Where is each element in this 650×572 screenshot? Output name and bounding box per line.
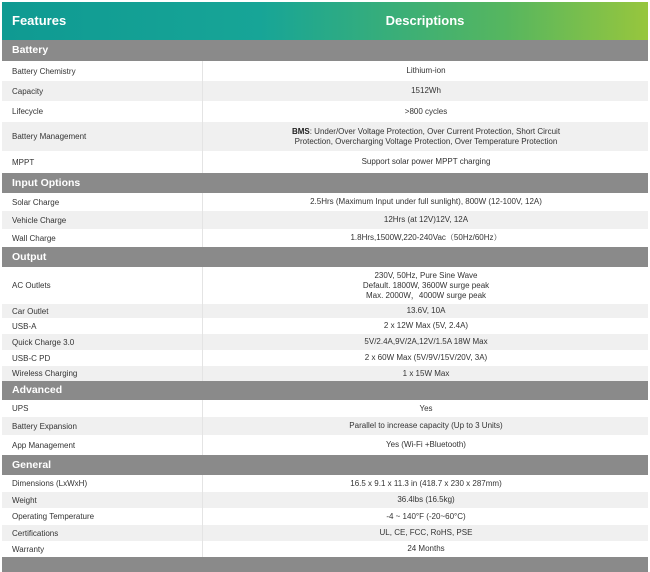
table-row bbox=[2, 122, 648, 151]
value-line: Support solar power MPPT charging bbox=[361, 157, 491, 166]
feature-label: UPS bbox=[12, 404, 29, 413]
feature-value bbox=[202, 211, 649, 229]
feature-value bbox=[202, 304, 649, 318]
value-line: 1.8Hrs,1500W,220-240Vac（50Hz/60Hz） bbox=[350, 233, 502, 242]
value-line: Max. 2000W，4000W surge peak bbox=[365, 290, 487, 300]
feature-label: Quick Charge 3.0 bbox=[12, 337, 75, 347]
feature-label: Capacity bbox=[12, 86, 44, 96]
table-row bbox=[2, 211, 648, 229]
table-row bbox=[2, 366, 648, 381]
feature-value bbox=[202, 101, 649, 122]
feature-label: Battery Expansion bbox=[12, 421, 77, 431]
feature-label: MPPT bbox=[12, 157, 35, 167]
value-line: Yes bbox=[419, 403, 433, 413]
feature-value bbox=[202, 350, 649, 366]
feature-label: Solar Charge bbox=[12, 197, 60, 207]
feature-value bbox=[202, 229, 649, 247]
feature-label: Warranty bbox=[12, 544, 45, 554]
value-line: Lithium-ion bbox=[406, 66, 446, 75]
value-line: Protection, Overcharging Voltage Protection, Over Temperature Protection bbox=[294, 136, 558, 146]
value-line: 2 x 60W Max (5V/9V/15V/20V, 3A) bbox=[364, 353, 488, 362]
feature-value bbox=[202, 122, 649, 151]
feature-value bbox=[202, 81, 649, 101]
header-descriptions: Descriptions bbox=[385, 13, 465, 28]
feature-label: Weight bbox=[12, 495, 37, 505]
table-row bbox=[2, 101, 648, 122]
value-line: 1 x 15W Max bbox=[402, 368, 450, 378]
value-line: Default. 1800W, 3600W surge peak bbox=[362, 280, 490, 290]
table-row bbox=[2, 334, 648, 350]
table-row bbox=[2, 318, 648, 334]
table-row bbox=[2, 508, 648, 525]
feature-value bbox=[202, 475, 649, 492]
feature-label: Vehicle Charge bbox=[12, 215, 67, 225]
feature-label: Dimensions (LxWxH) bbox=[12, 479, 88, 488]
value-line: >800 cycles bbox=[404, 106, 448, 116]
value-line: 1512Wh bbox=[411, 86, 441, 95]
feature-value bbox=[202, 334, 649, 350]
value-line: 36.4lbs (16.5kg) bbox=[397, 495, 455, 504]
table-row bbox=[2, 541, 648, 557]
value-line: 12Hrs (at 12V)12V, 12A bbox=[383, 215, 469, 224]
table-row bbox=[2, 525, 648, 541]
table-row bbox=[2, 193, 648, 211]
section-header-advanced: Advanced bbox=[2, 381, 648, 400]
bms-prefix: BMS bbox=[291, 126, 310, 136]
value-line: 5V/2.4A,9V/2A,12V/1.5A 18W Max bbox=[364, 337, 488, 346]
feature-value bbox=[202, 400, 649, 417]
feature-label: Battery Chemistry bbox=[12, 66, 76, 76]
feature-value bbox=[202, 525, 649, 541]
feature-value bbox=[202, 417, 649, 435]
table-row bbox=[2, 151, 648, 173]
value-line: 13.6V, 10A bbox=[406, 306, 446, 315]
table-row bbox=[2, 435, 648, 455]
table-row bbox=[2, 61, 648, 81]
value-line: 16.5 x 9.1 x 11.3 in (418.7 x 230 x 287mm) bbox=[350, 478, 502, 488]
section-header-battery: Battery bbox=[2, 40, 648, 61]
header-features: Features bbox=[12, 13, 67, 28]
feature-label: AC Outlets bbox=[12, 281, 51, 290]
feature-label: App Management bbox=[12, 440, 76, 450]
table-row bbox=[2, 417, 648, 435]
table-row bbox=[2, 350, 648, 366]
section-header-output: Output bbox=[2, 247, 648, 267]
value-line: 24 Months bbox=[407, 544, 445, 553]
table-row bbox=[2, 400, 648, 417]
section-header-input-options: Input Options bbox=[2, 173, 648, 193]
feature-value bbox=[202, 366, 649, 381]
feature-value bbox=[202, 318, 649, 334]
table-row bbox=[2, 475, 648, 492]
value-line: 2.5Hrs (Maximum Input under full sunlight), 800W (12-100V, 12A) bbox=[310, 197, 542, 206]
table-footer-bar bbox=[2, 557, 648, 572]
value-line: 230V, 50Hz, Pure Sine Wave bbox=[374, 270, 478, 280]
feature-label: USB-A bbox=[12, 321, 37, 331]
feature-label: Operating Temperature bbox=[12, 512, 95, 521]
value-line: -4 ~ 140°F (-20~60°C) bbox=[386, 511, 466, 521]
feature-value bbox=[202, 541, 649, 557]
value-line: 2 x 12W Max (5V, 2.4A) bbox=[383, 321, 469, 330]
feature-value bbox=[202, 492, 649, 508]
feature-label: Car Outlet bbox=[12, 306, 49, 316]
value-line: Yes (Wi-Fi +Bluetooth) bbox=[386, 440, 466, 449]
table-row bbox=[2, 304, 648, 318]
feature-value bbox=[202, 61, 649, 81]
table-row bbox=[2, 81, 648, 101]
feature-label: USB-C PD bbox=[12, 353, 51, 363]
feature-label: Wall Charge bbox=[12, 233, 56, 243]
table-row bbox=[2, 229, 648, 247]
value-line: : Under/Over Voltage Protection, Over Current Protection, Short Circuit bbox=[309, 126, 561, 136]
feature-label: Lifecycle bbox=[12, 107, 44, 116]
feature-label: Certifications bbox=[12, 528, 59, 538]
table-header bbox=[2, 2, 648, 40]
feature-value bbox=[202, 193, 649, 211]
section-header-general: General bbox=[2, 455, 648, 475]
feature-value bbox=[202, 508, 649, 525]
feature-label: Wireless Charging bbox=[12, 369, 78, 378]
value-line: Parallel to increase capacity (Up to 3 Units) bbox=[349, 421, 503, 430]
table-row bbox=[2, 492, 648, 508]
feature-value bbox=[202, 267, 649, 304]
feature-label: Battery Management bbox=[12, 132, 87, 141]
feature-value bbox=[202, 435, 649, 455]
feature-value bbox=[202, 151, 649, 173]
value-line: UL, CE, FCC, RoHS, PSE bbox=[379, 528, 473, 537]
table-row bbox=[2, 267, 648, 304]
